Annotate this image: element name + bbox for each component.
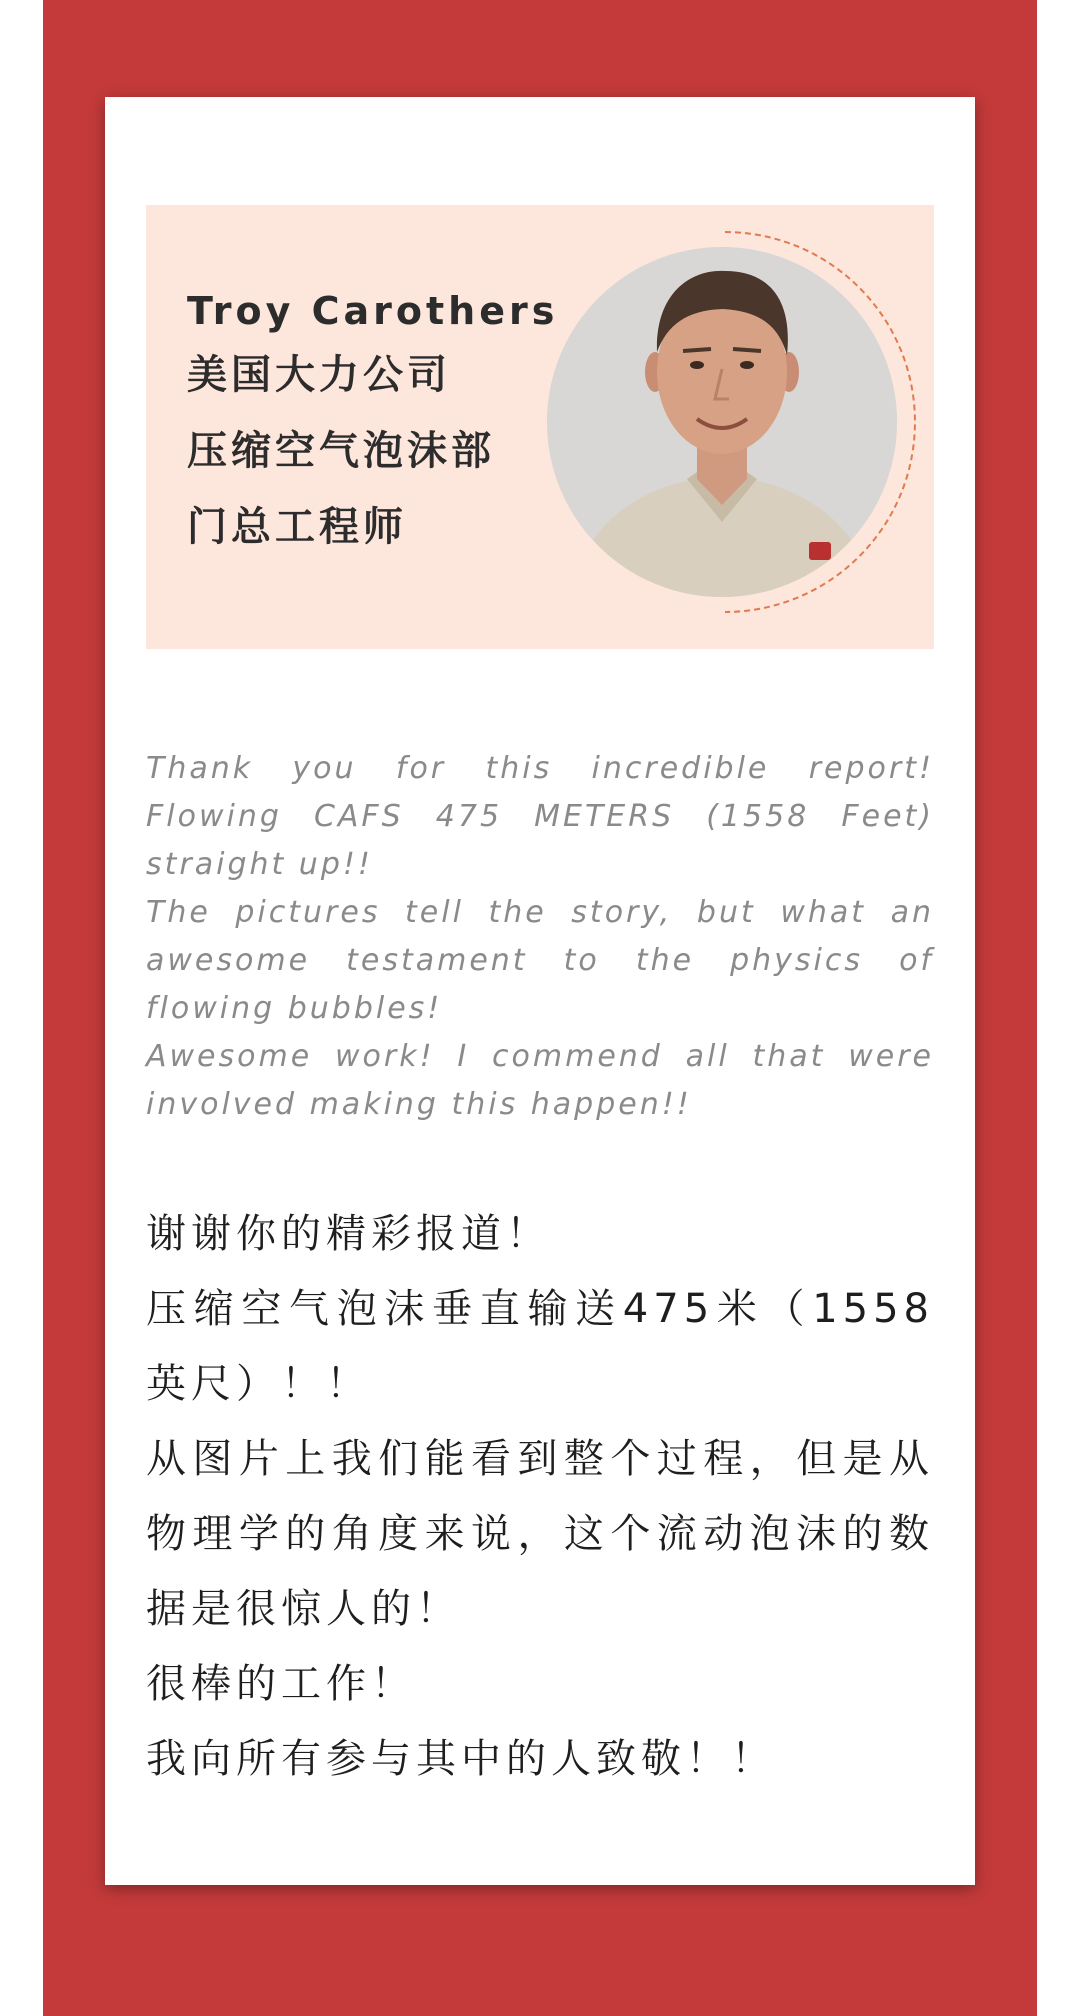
- testimonial-card: [105, 97, 975, 1885]
- profile-photo: [547, 247, 897, 597]
- chinese-translation: [146, 1197, 934, 1797]
- english-quote: [146, 745, 934, 1129]
- profile-title-line-2: 压缩空气泡沫部: [187, 428, 495, 474]
- chinese-paragraph-2: 压缩空气泡沫垂直输送475米（1558英尺）！！: [146, 1286, 934, 1407]
- chinese-paragraph-4: 很棒的工作！: [146, 1661, 416, 1707]
- profile-name: Troy Carothers: [187, 289, 559, 333]
- profile-text: [187, 285, 567, 565]
- profile-title-line-1: 美国大力公司: [187, 352, 451, 398]
- chinese-paragraph-1: 谢谢你的精彩报道！: [146, 1211, 551, 1257]
- profile-title-line-3: 门总工程师: [187, 504, 407, 550]
- english-paragraph-3: Awesome work! I commend all that were involved making this happen!!: [146, 1039, 934, 1122]
- profile-header: [146, 205, 934, 649]
- chinese-paragraph-5: 我向所有参与其中的人致敬！！: [146, 1736, 776, 1782]
- english-paragraph-2: The pictures tell the story, but what an awesome testament to the physics of flowing bubbles!: [146, 895, 934, 1026]
- chinese-paragraph-3: 从图片上我们能看到整个过程，但是从物理学的角度来说，这个流动泡沫的数据是很惊人的！: [146, 1436, 934, 1632]
- portrait-illustration: [547, 247, 897, 597]
- english-paragraph-1: Thank you for this incredible report! Flowing CAFS 475 METERS (1558 Feet) straight up!!: [146, 751, 934, 882]
